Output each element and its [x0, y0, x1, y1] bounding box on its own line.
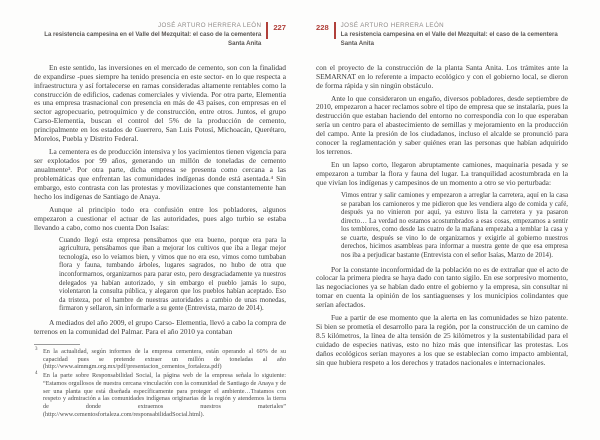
- footnote-marker: 3: [35, 346, 38, 352]
- body-paragraph: Por la constante inconformidad de la población no es de extrañar que el acto de colocar la primera piedra se haya dado con tanto sigilo. En ese sorpresivo momento, las negociaciones ya se habían dado entre el gobierno y la empresa, sin consultar ni tomar en cuenta la opinión de los santiaguenses y los municipios colindantes que serían afectados.: [316, 264, 568, 310]
- footnote-separator: [34, 344, 80, 345]
- body-paragraph: A mediados del año 2009, el grupo Carso- Elementia, llevó a cabo la compra de terrenos en la comunidad del Palmar. Para el año 2010 ya contaban: [34, 317, 286, 336]
- footnote-text: En la actualidad, según informes de la empresa cementera, están operando al 60% de su capacidad pues se pretende extraer un millón de toneladas al año (http://www.aimmgm.org.mx/pdf/presentacion_cementos_fortaleza.pdf): [43, 347, 286, 371]
- right-running-header-text: [341, 22, 568, 49]
- left-running-header: [34, 22, 286, 49]
- header-rule: [266, 22, 268, 39]
- footnote: [34, 372, 286, 419]
- body-paragraph: La cementera es de producción intensiva y los yacimientos tienen vigencia para ser explotados por 99 años, generando un millón de toneladas de cemento anualmente³. Por otra parte, dicha empresa se presenta como cercana a las problemáticas que enfrentan las comunidades indígenas donde está asentada.⁴ Sin embargo, esto contrasta con las protestas y movilizaciones que constantemente han hecho los indígenas de Santiago de Anaya.: [34, 147, 286, 201]
- right-page: [300, 0, 600, 440]
- right-page-number: 228: [316, 23, 329, 32]
- body-paragraph: Fue a partir de ese momento que la alerta en las comunidades se hizo patente. Si bien se prometía el desarrollo para la región, por la construcción de un camino de 8.5 kilómetros, la línea de alta tensión de 25 kilómetros y la sustentabilidad para el cuidado de especies nativas, esto no hizo más que intensificar las protestas. Los daños ecológicos serían mayores a los que se establecían como impacto ambiental, sin que hubiera respeto a los derechos y tratados nacionales e internacionales.: [316, 313, 568, 368]
- running-chapter-title: La resistencia campesina en el Valle del Mezquital: el caso de la cementera Santa Anita: [340, 30, 558, 47]
- header-rule: [334, 22, 336, 39]
- left-page-number: 227: [273, 23, 286, 32]
- body-paragraph: con el proyecto de la construcción de la planta Santa Anita. Los trámites ante la SEMARNAT en lo referente a impacto ecológico y con el gobierno local, se dieron de forma rápida y sin ningún obstáculo.: [316, 62, 568, 90]
- footnote-text: En la parte sobre Responsabilidad Social, la página web de la empresa señala lo siguiente: “Estamos orgullosos de nuestra cercana vinculación con la comunidad de Santiago de Anaya y de ser una planta que está diseñada específicamente para proteger el ambiente…Tratamos con respeto y admiración a las comunidades indígenas originarias de la región y atendemos la tierra de donde extraemos nuestros materiales” (http://www.cementosfortaleza.com/responsabilidadSocial.html).: [43, 372, 286, 418]
- footnote-marker: 4: [35, 371, 38, 377]
- footnote: [34, 348, 286, 371]
- body-paragraph: Aunque al principio todo era confusión entre los pobladores, algunos empezaron a cuestionar el actuar de las autoridades, pues algo turbio se estaba llevando a cabo, como nos cuenta Don Isaías:: [34, 204, 286, 232]
- running-chapter-title: La resistencia campesina en el Valle del Mezquital: el caso de la cementera Santa Anita: [44, 30, 262, 47]
- running-author: JOSÉ ARTURO HERRERA LEÓN: [157, 22, 262, 29]
- running-author: JOSÉ ARTURO HERRERA LEÓN: [340, 22, 445, 29]
- left-running-header-text: [34, 22, 261, 49]
- block-quote: Cuando llegó esta empresa pensábamos que era bueno, porque era para la agricultura, pensábamos que iban a mejorar los cultivos que iba a llegar mejor tecnología, eso lo veíamos bien, y vimos que no era eso, vimos como tumbaban flora y fauna, tumbando árboles, lugares sagrados, no hubo de otra que inconformarnos, organizarnos para parar esto, pero desgraciadamente ya nuestros delegados ya habían autorizado, y sin embargo el pueblo jamás lo supo, violentaron la consulta pública, y alegaron que los pueblos habían aceptado. Eso da tristeza, por el hambre de nuestras autoridades a cambio de unas monedas, firmaron y sellaron, sin informarle a su gente (Entrevista, marzo de 2014).: [59, 236, 286, 313]
- body-paragraph: En un lapso corto, llegaron abruptamente camiones, maquinaria pesada y se empezaron a tumbar la flora y fauna del lugar. La tranquilidad acostumbrada en la que vivían los indígenas y campesinos de un momento a otro se vio perturbada:: [316, 160, 568, 188]
- block-quote: Vimos entrar y salir camiones y empezaron a arreglar la carretera, aquí en la casa se paraban los camioneros y me pidieron que les vendiera algo de comida y café, después ya no vinieron por aquí, ya estuvo lista la carretera y ya pasaron directo… La verdad no estamos acostumbrados a esas cosas, empezamos a sentir los temblores, como desde las cuatro de la mañana empezaba a temblar la casa y se cuarte, después se vino lo de organizarnos y exigirle al gobierno nuestros derechos, hicimos asambleas para informar a nuestra gente de que esa empresa nos iba a perjudicar bastante (Entrevista con el señor Isaías, Marzo de 2014).: [341, 192, 568, 259]
- right-running-header: [316, 22, 568, 49]
- body-paragraph: En este sentido, las inversiones en el mercado de cemento, son con la finalidad de expandirse -pues siempre ha tenido presencia en este sector- en lo que respecta a infraestructura y así fortalecerse en ramas consideradas altamente rentables como la construcción de edificios, cadenas comerciales y vivienda. Por otra parte, Elementia es una empresa trasnacional con presencia en más de 43 países, con empresas en el sector agropecuario, petroquímico y de construcción, entre otros. Juntos, el grupo Carso-Elementia, buscan el control del 5% de la producción de cemento, principalmente en los estados de Guerrero, San Luis Potosí, Michoacán, Querétaro, Morelos, Puebla y Distrito Federal.: [34, 62, 286, 144]
- body-paragraph: Ante lo que consideraron un engaño, diversos pobladores, desde septiembre de 2010, empezaron a hacer reclamos sobre el tipo de empresa que se instalaría, pues la destrucción que estaban haciendo del entorno no correspondía con lo que esperaban sería un centro para el abastecimiento de semillas y mejoramiento en la producción del campo. Ante la presión de los ciudadanos, incluso el alcalde se pronunció para conocer la reglamentación y saber quiénes eran las personas que habían adquirido los terrenos.: [316, 93, 568, 157]
